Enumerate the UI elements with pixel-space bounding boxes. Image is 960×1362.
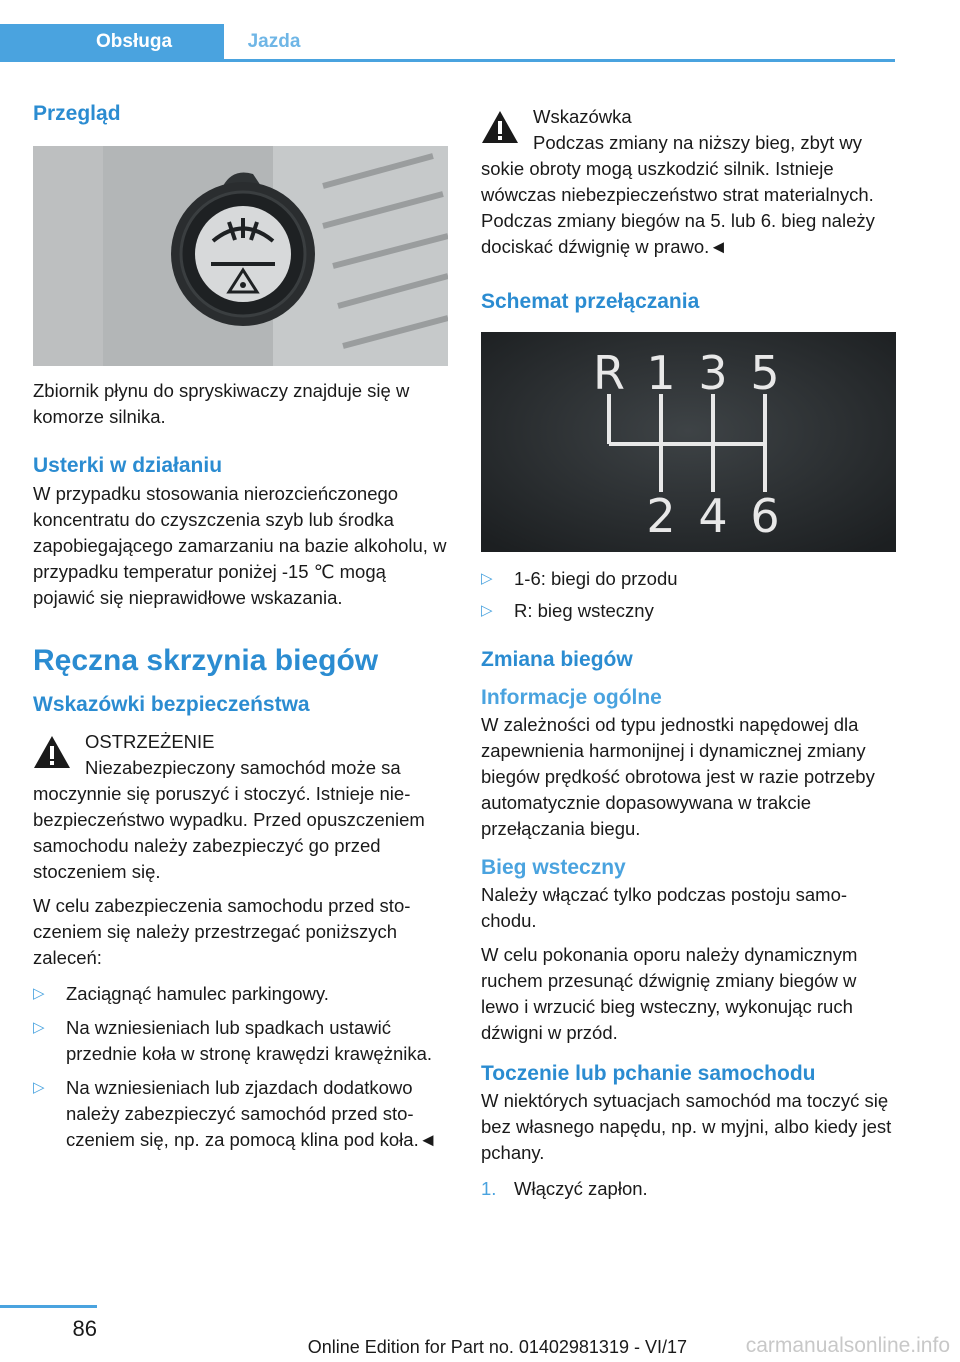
list-item: ▷ Na wzniesieniach lub spadkach ustawić przednie koła w stronę krawędzi krawężnika.: [33, 1017, 433, 1064]
heading-przeglad: Przegląd: [33, 102, 121, 125]
page-number: 86: [72, 1316, 97, 1341]
watermark: carmanualsonline.info: [745, 1334, 950, 1357]
list-item: ▷ Na wzniesieniach lub zjazdach dodatkowo należy zabezpieczyć samochód przed stoczeniem się, np. za pomocą klina pod koła.◄: [33, 1077, 438, 1150]
triangle-bullet-icon: ▷: [33, 1019, 45, 1036]
heading-usterki: Usterki w działaniu: [33, 454, 223, 477]
gear-label-r: R: [593, 346, 625, 400]
shift-pattern-image: [481, 332, 896, 552]
triangle-bullet-icon: ▷: [481, 570, 493, 587]
toczenie-text: W niektórych sytuacjach samochód ma toczyć się bez własnego napędu, np. w myjni, albo kiedy jest pchany.: [481, 1090, 892, 1163]
list-item: ▷ 1-6: biegi do przodu: [481, 566, 896, 592]
left-column: [33, 100, 448, 1153]
washer-cap-illustration: [33, 146, 448, 366]
shift-pattern-diagram: [481, 332, 896, 552]
heading-zmiana: Zmiana biegów: [481, 648, 633, 671]
note-title: Wskazówka: [533, 106, 632, 127]
heading-toczenie: Toczenie lub pchanie samochodu: [481, 1062, 816, 1085]
bieg-text-2: W celu pokonania oporu należy dynamicznym ruchem przesunąć dźwignię zmiany biegów w lewo i wrzucić bieg wsteczny, wykonując ruch dźwigni w przód.: [481, 944, 858, 1043]
gear-label-4: 4: [698, 489, 728, 543]
warning-triangle-icon: [33, 735, 71, 769]
heading-wskazowki: Wskazówki bezpieczeństwa: [33, 693, 310, 716]
heading-schemat: Schemat przełączania: [481, 290, 700, 313]
note-text-rest: sokie obroty mogą uszkodzić silnik. Istnieje wówczas niebezpieczeństwo strat materialnych. Podczas zmiany biegów na 5. lub 6. bieg należy dociskać dźwignię w prawo.◄: [481, 158, 875, 257]
heading-bieg-wsteczny: Bieg wsteczny: [481, 856, 626, 879]
warning-title: OSTRZEŻENIE: [85, 731, 215, 752]
gear-label-1: 1: [646, 346, 676, 400]
triangle-bullet-icon: ▷: [33, 985, 45, 1002]
informacje-text: W zależności od typu jednostki napędowej dla zapewnienia harmonijnej i dynamicznej zmiany biegów prędkość obrotowa jest w razie potrzeby automatycznie dopasowywana w trakcie przełączania biegu.: [481, 714, 875, 839]
warning-text-rest: moczynnie się poruszyć i stoczyć. Istnieje niebezpieczeństwo wypadku. Przed opuszczeniem samochodu należy zabezpieczyć go przed stoczeniem się.: [33, 783, 425, 882]
bieg-text-1: Należy włączać tylko podczas postoju samochodu.: [481, 884, 848, 931]
tab-jazda[interactable]: Jazda: [224, 24, 324, 59]
tab-obsluga[interactable]: Obsługa: [0, 24, 224, 59]
tab-bar: [0, 24, 895, 62]
right-column: [481, 100, 896, 1202]
schemat-list: [481, 566, 896, 624]
heading-reczna-skrzynia: Ręczna skrzynia biegów: [33, 644, 379, 677]
gear-label-5: 5: [750, 346, 780, 400]
gear-label-3: 3: [698, 346, 728, 400]
list-item: ▷ Zaciągnąć hamulec parkingowy.: [33, 981, 448, 1007]
safety-list: [33, 981, 448, 1153]
gear-label-2: 2: [646, 489, 676, 543]
list-item: ▷ R: bieg wsteczny: [481, 598, 896, 624]
warning-triangle-icon: [481, 110, 519, 144]
cel-text: W celu zabezpieczenia samochodu przed stoczeniem się należy przestrzegać poniższych zaleceń:: [33, 895, 411, 968]
list-item: 1. Włączyć zapłon.: [481, 1178, 648, 1199]
edition-text: Online Edition for Part no. 01402981319 - VI/17: [307, 1337, 687, 1357]
footer-rule: [0, 1305, 97, 1308]
washer-reservoir-photo: [33, 146, 448, 366]
note-block: [481, 104, 896, 156]
warning-text-first: Niezabezpieczony samochód może sa: [85, 757, 401, 778]
usterki-text: W przypadku stosowania nierozcieńczonego koncentratu do czyszczenia szyb lub środka zapobiegającego zamarzaniu na bazie alkoholu, w przypadku temperatur poniżej -15 ℃ mogą pojawić się nieprawidłowe wskazania.: [33, 483, 447, 608]
gear-label-6: 6: [750, 489, 780, 543]
heading-informacje: Informacje ogólne: [481, 686, 662, 709]
note-text-first: Podczas zmiany na niższy bieg, zbyt wy: [533, 132, 863, 153]
steps-list: [481, 1176, 896, 1202]
triangle-bullet-icon: ▷: [481, 602, 493, 619]
photo-caption: Zbiornik płynu do spryskiwaczy znajduje się w komorze silnika.: [33, 380, 410, 427]
warning-block: [33, 729, 448, 781]
triangle-bullet-icon: ▷: [33, 1079, 45, 1096]
